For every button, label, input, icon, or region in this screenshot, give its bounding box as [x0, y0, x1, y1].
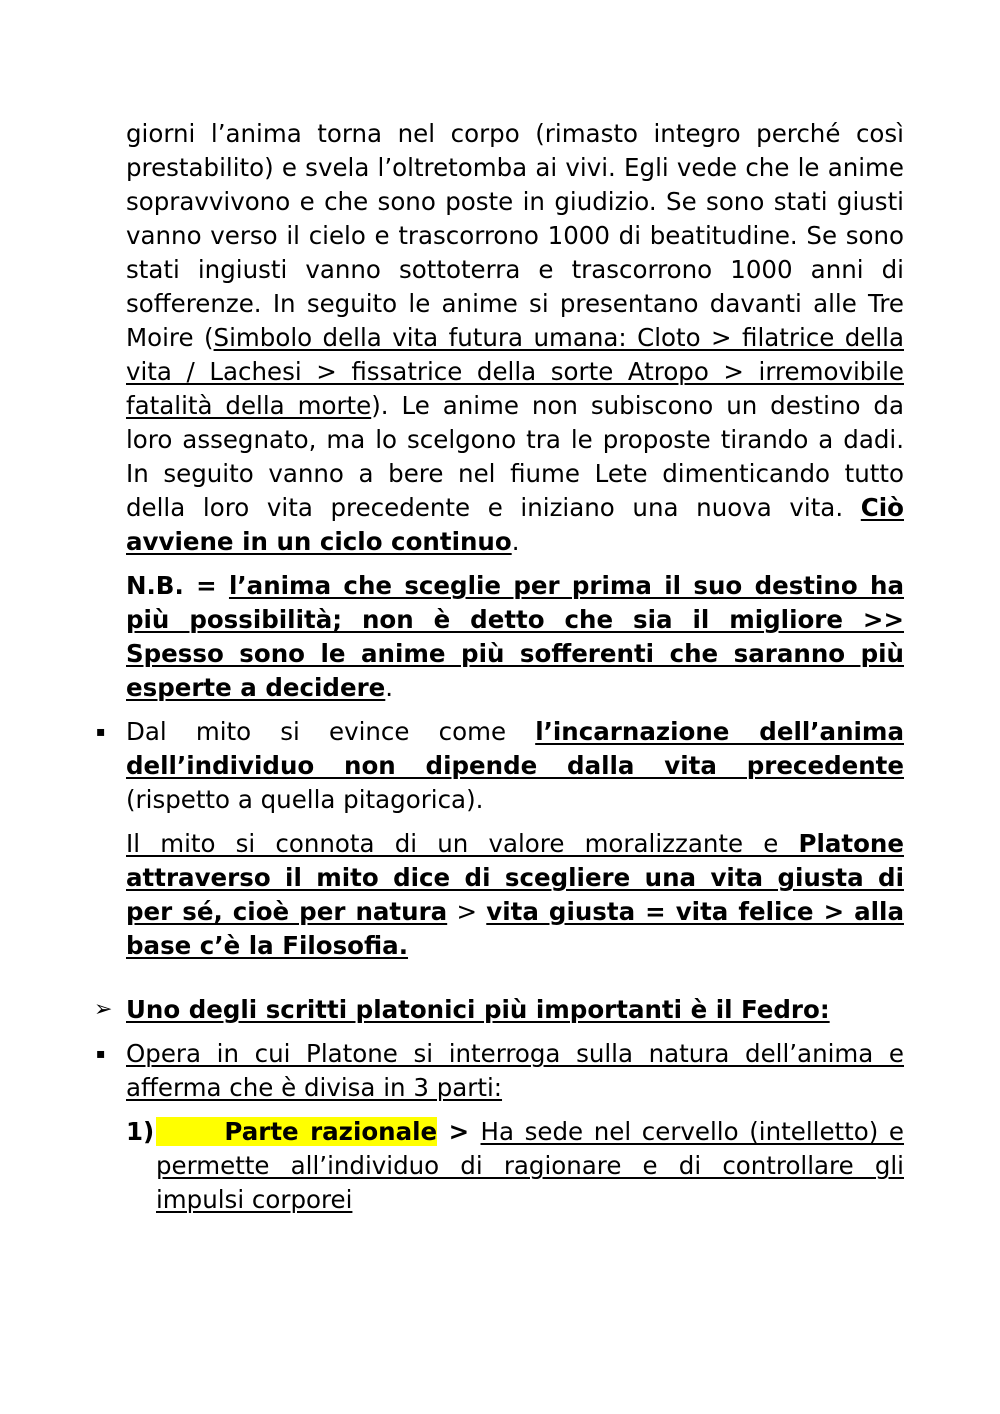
numbered-item-rational-part: [126, 1115, 905, 1217]
text: .: [511, 527, 520, 556]
text: >: [447, 897, 487, 926]
square-bullet-icon: ▪: [96, 1046, 106, 1062]
cycle-statement: Ciò avviene in un ciclo continuo: [126, 493, 904, 556]
paragraph-myth-narrative: [126, 117, 904, 559]
square-bullet-icon: ▪: [96, 724, 106, 740]
soul-parts-intro: Opera in cui Platone si interroga sulla natura dell’anima e afferma che è divisa in 3 parti:: [126, 1039, 904, 1102]
plato-statement: Platone attraverso il mito dice di scegliere una vita giusta di per sé, cioè per natura: [126, 829, 904, 926]
text: .: [385, 673, 394, 702]
bullet-soul-parts: [96, 1037, 904, 1105]
document-page: [0, 117, 1000, 1217]
highlighted-term: Parte razionale: [156, 1117, 437, 1146]
incarnation-statement: l’incarnazione dell’anima dell’individuo non dipende dalla vita precedente: [126, 717, 904, 780]
text: (rispetto a quella pitagorica).: [126, 785, 484, 814]
separator: >: [437, 1117, 481, 1146]
heading-fedro: [94, 993, 904, 1027]
happy-life-statement: vita giusta = vita felice > alla base c’è la Filosofia.: [126, 897, 904, 960]
bullet-incarnation: [96, 715, 904, 817]
nb-statement: l’anima che sceglie per prima il suo destino ha più possibilità; non è detto che sia il migliore >> Spesso sono le anime più sofferenti che saranno più esperte a decidere: [126, 571, 904, 702]
nb-label: N.B. =: [126, 571, 229, 600]
text: Dal mito si evince come: [126, 717, 536, 746]
arrow-bullet-icon: ➢: [94, 997, 113, 1022]
moral-intro: Il mito si connota di un valore moralizzante e: [126, 829, 799, 858]
paragraph-moral-value: [126, 827, 904, 963]
rational-part-description: Ha sede nel cervello (intelletto) e permette all’individuo di ragionare e di controllare gli impulsi corporei: [156, 1117, 905, 1214]
moire-definition: Simbolo della vita futura umana: Cloto > filatrice della vita / Lachesi > fissatrice della sorte Atropo > irremovibile fatalità della morte: [126, 323, 904, 420]
text: giorni l’anima torna nel corpo (rimasto integro perché così prestabilito) e svela l’oltretomba ai vivi. Egli vede che le anime sopravvivono e che sono poste in giudizio. Se sono stati giusti vanno verso il cielo e trascorrono 1000 di beatitudine. Se sono stati ingiusti vanno sottoterra e trascorrono 1000 anni di sofferenze. In seguito le anime si presentano davanti alle Tre Moire (: [126, 119, 904, 352]
item-number: 1): [126, 1117, 155, 1146]
paragraph-nb: [126, 569, 904, 705]
heading-text: Uno degli scritti platonici più importanti è il Fedro:: [126, 995, 830, 1024]
text: ). Le anime non subiscono un destino da loro assegnato, ma lo scelgono tra le proposte tirando a dadi. In seguito vanno a bere nel fiume Lete dimenticando tutto della loro vita precedente e iniziano una nuova vita.: [126, 391, 904, 522]
